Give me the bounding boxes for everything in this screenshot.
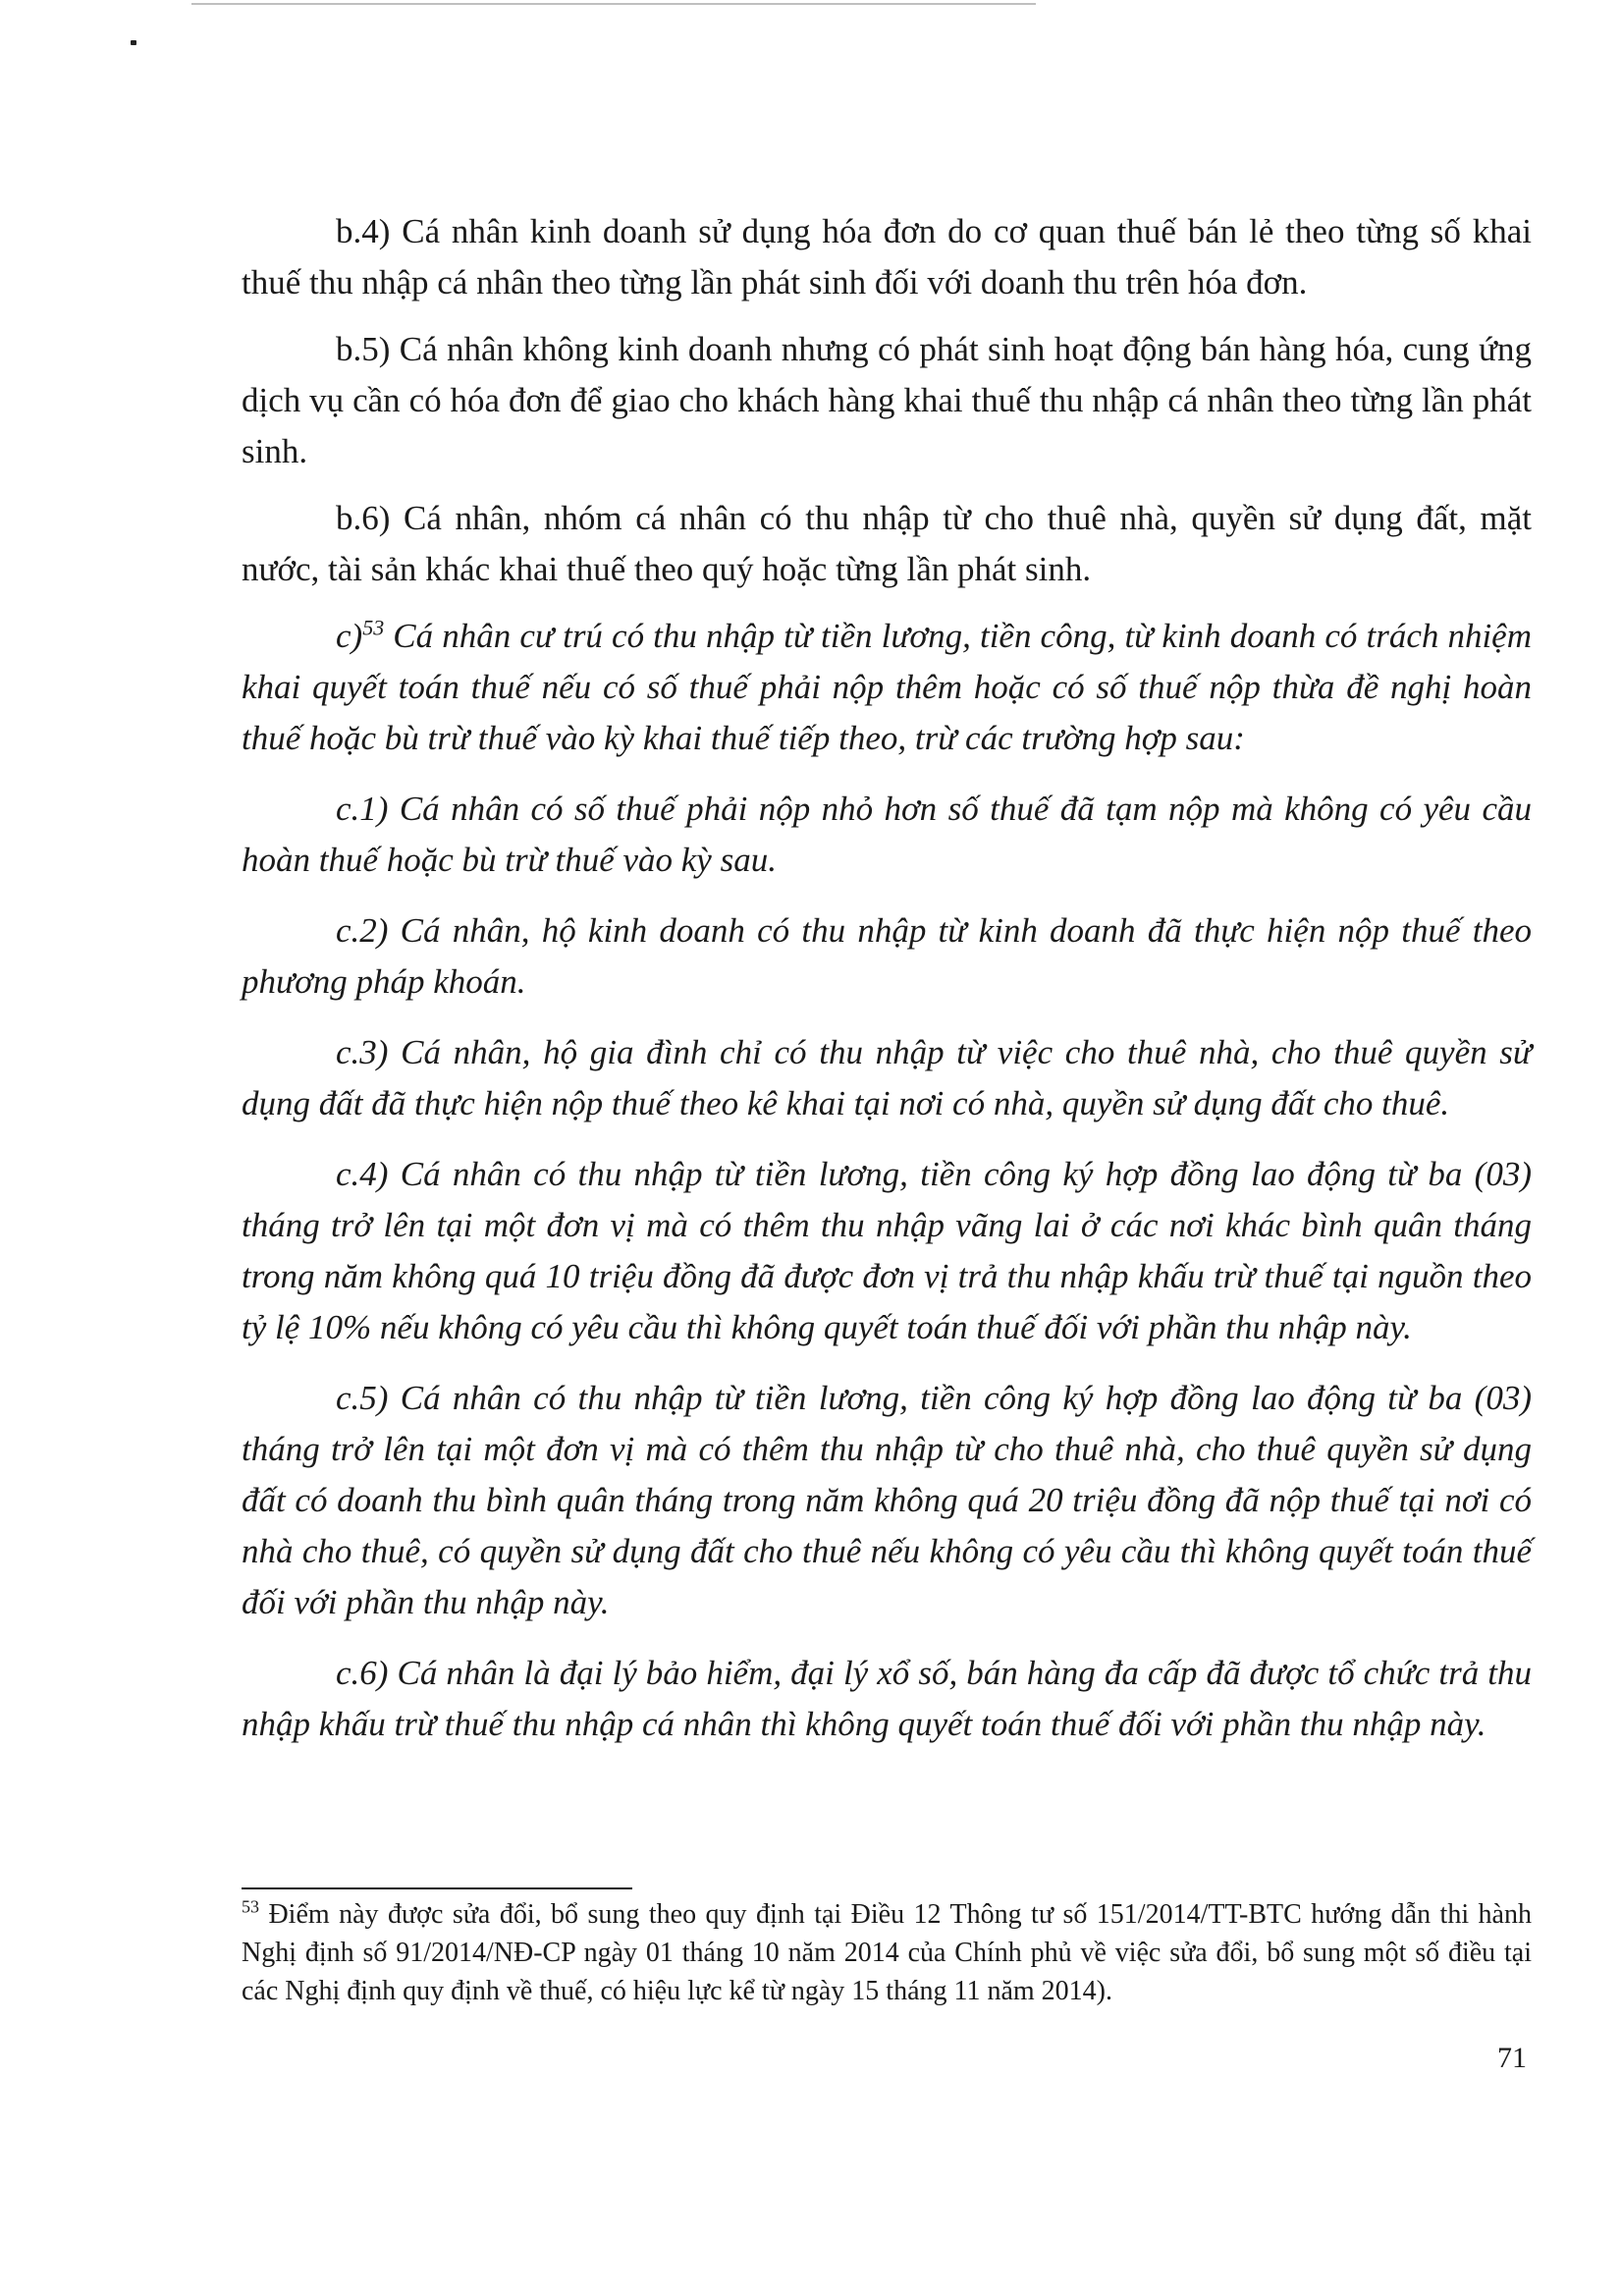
paragraph-c2: c.2) Cá nhân, hộ kinh doanh có thu nhập từ kinh doanh đã thực hiện nộp thuế theo phương pháp khoán. xyxy=(242,911,1532,1001)
paragraph-b6: b.6) Cá nhân, nhóm cá nhân có thu nhập từ cho thuê nhà, quyền sử dụng đất, mặt nước, tài sản khác khai thuế theo quý hoặc từng lần phát sinh. xyxy=(242,499,1532,588)
scan-speck xyxy=(131,40,136,45)
paragraph-b4: b.4) Cá nhân kinh doanh sử dụng hóa đơn do cơ quan thuế bán lẻ theo từng số khai thuế thu nhập cá nhân theo từng lần phát sinh đối với doanh thu trên hóa đơn. xyxy=(242,212,1532,301)
paragraph-c-text: Cá nhân cư trú có thu nhập từ tiền lương, tiền công, từ kinh doanh có trách nhiệm khai quyết toán thuế nếu có số thuế phải nộp thêm hoặc có số thuế nộp thừa đề nghị hoàn thuế hoặc bù trừ thuế vào kỳ khai thuế tiếp theo, trừ các trường hợp sau: xyxy=(242,617,1532,757)
footnote-divider xyxy=(242,1887,632,1889)
footnote-reference: 53 xyxy=(362,615,385,640)
footnote xyxy=(242,1895,1532,2010)
paragraph-c-label: c) xyxy=(336,617,363,655)
body-text xyxy=(242,206,1532,1770)
scan-edge-line xyxy=(191,3,1036,5)
paragraph-c xyxy=(242,611,1532,764)
paragraph-c6: c.6) Cá nhân là đại lý bảo hiểm, đại lý xổ số, bán hàng đa cấp đã được tổ chức trả thu nhập khấu trừ thuế thu nhập cá nhân thì không quyết toán thuế đối với phần thu nhập này. xyxy=(242,1654,1532,1743)
paragraph-c4: c.4) Cá nhân có thu nhập từ tiền lương, tiền công ký hợp đồng lao động từ ba (03) tháng trở lên tại một đơn vị mà có thêm thu nhập vãng lai ở các nơi khác bình quân tháng trong năm không quá 10 triệu đồng đã được đơn vị trả thu nhập khấu trừ thuế tại nguồn theo tỷ lệ 10% nếu không có yêu cầu thì không quyết toán thuế đối với phần thu nhập này. xyxy=(242,1155,1532,1346)
paragraph-c3: c.3) Cá nhân, hộ gia đình chỉ có thu nhập từ việc cho thuê nhà, cho thuê quyền sử dụng đất đã thực hiện nộp thuế theo kê khai tại nơi có nhà, quyền sử dụng đất cho thuê. xyxy=(242,1033,1532,1122)
page-number: 71 xyxy=(1497,2042,1527,2074)
paragraph-c1: c.1) Cá nhân có số thuế phải nộp nhỏ hơn số thuế đã tạm nộp mà không có yêu cầu hoàn thuế hoặc bù trừ thuế vào kỳ sau. xyxy=(242,790,1532,879)
footnote-number: 53 xyxy=(242,1896,259,1917)
footnote-text: Điểm này được sửa đổi, bổ sung theo quy định tại Điều 12 Thông tư số 151/2014/TT-BTC hướng dẫn thi hành Nghị định số 91/2014/NĐ-CP ngày 01 tháng 10 năm 2014 của Chính phủ về việc sửa đổi, bổ sung một số điều tại các Nghị định quy định về thuế, có hiệu lực kể từ ngày 15 tháng 11 năm 2014). xyxy=(242,1899,1532,2006)
paragraph-b5: b.5) Cá nhân không kinh doanh nhưng có phát sinh hoạt động bán hàng hóa, cung ứng dịch vụ cần có hóa đơn để giao cho khách hàng khai thuế thu nhập cá nhân theo từng lần phát sinh. xyxy=(242,330,1532,470)
paragraph-c5: c.5) Cá nhân có thu nhập từ tiền lương, tiền công ký hợp đồng lao động từ ba (03) tháng trở lên tại một đơn vị mà có thêm thu nhập từ cho thuê nhà, cho thuê quyền sử dụng đất có doanh thu bình quân tháng trong năm không quá 20 triệu đồng đã nộp thuế tại nơi có nhà cho thuê, có quyền sử dụng đất cho thuê nếu không có yêu cầu thì không quyết toán thuế đối với phần thu nhập này. xyxy=(242,1379,1532,1621)
